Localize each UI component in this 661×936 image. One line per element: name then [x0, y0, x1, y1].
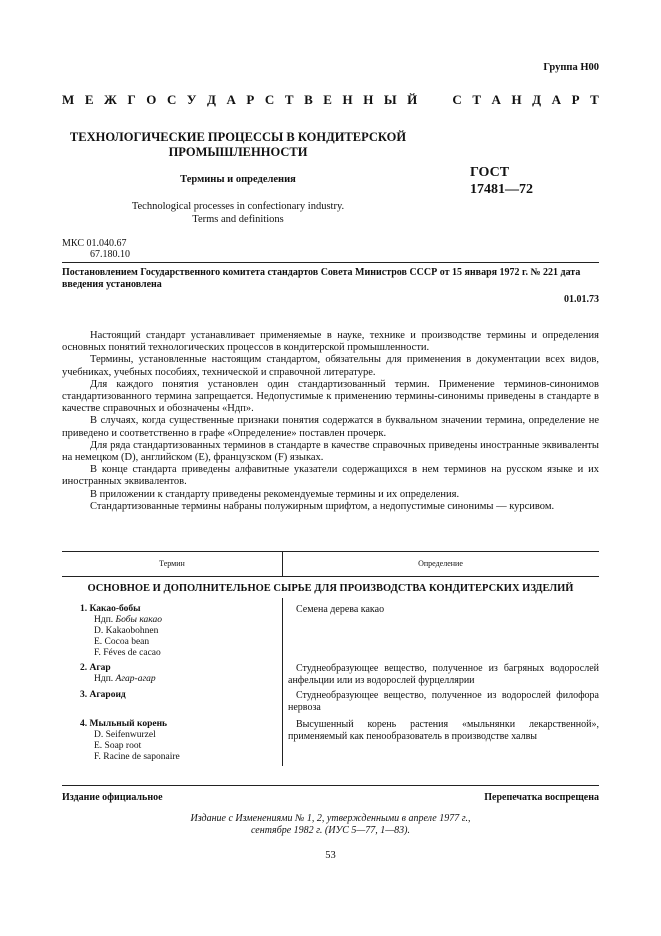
heading-letter: Д — [532, 92, 542, 107]
column-header-definition: Определение — [418, 559, 463, 568]
intro-paragraph: В конце стандарта приведены алфавитные указатели содержащихся в нем терминов на русском языке и их иностранных эквивалентов. — [62, 464, 599, 488]
intro-paragraph: В приложении к стандарту приведены рекомендуемые термины и их определения. — [90, 488, 460, 500]
page-number: 53 — [325, 850, 336, 861]
ndp-synonym: Бобы какао — [115, 615, 163, 625]
heading-letter: Н — [342, 92, 353, 107]
heading-letter: С — [264, 92, 275, 107]
introduction-date: 01.01.73 — [564, 294, 599, 305]
heading-letter: Т — [284, 92, 294, 107]
foreign-equivalent: E. Cocoa bean — [94, 637, 150, 647]
group-code: Группа Н00 — [543, 62, 599, 73]
official-edition: Издание официальное — [62, 792, 163, 803]
heading-letter: Н — [363, 92, 374, 107]
term-definition: Студнеобразующее вещество, полученное из багряных водорослей анфельции или из водорослей фурцеллярии — [288, 663, 599, 686]
foreign-equivalent: E. Soap root — [94, 741, 142, 751]
reprint-prohibited: Перепечатка воспрещена — [484, 792, 599, 803]
heading-letter: Е — [84, 92, 94, 107]
title-line-2: ПРОМЫШЛЕННОСТИ — [168, 145, 308, 159]
ndp-synonym: Агар-агар — [115, 674, 156, 684]
heading-letter: А — [491, 92, 501, 107]
ndp-prefix: Ндп. — [94, 674, 114, 684]
section-heading: ОСНОВНОЕ И ДОПОЛНИТЕЛЬНОЕ СЫРЬЕ ДЛЯ ПРОИЗВОДСТВА КОНДИТЕРСКИХ ИЗДЕЛИЙ — [87, 583, 574, 594]
edition-note — [62, 813, 599, 837]
term-entry — [80, 690, 280, 701]
heading-letter: В — [304, 92, 313, 107]
english-title-line-1: Technological processes in confectionary industry. — [131, 201, 345, 212]
heading-letter: Й — [407, 92, 418, 107]
term-entry — [80, 604, 280, 659]
ndp-prefix: Ндп. — [94, 615, 114, 625]
heading-letter: У — [186, 92, 197, 107]
heading-letter: Р — [246, 92, 255, 107]
heading-letter: А — [226, 92, 236, 107]
heading-letter: Т — [590, 92, 599, 107]
document-subtitle: Термины и определения — [180, 174, 296, 185]
term-ndp — [80, 674, 280, 685]
gost-number: 17481—72 — [470, 182, 533, 197]
gost-label: ГОСТ — [470, 165, 510, 180]
document-title — [62, 130, 414, 160]
standard-type-heading — [62, 92, 599, 108]
heading-letter: М — [62, 92, 75, 107]
term-name: 4. Мыльный корень — [80, 719, 168, 729]
heading-letter: О — [146, 92, 157, 107]
heading-letter: Р — [571, 92, 580, 107]
column-divider — [282, 598, 283, 766]
heading-letter: А — [551, 92, 562, 107]
heading-letter: Ы — [383, 92, 397, 107]
divider — [62, 262, 599, 263]
title-line-1: ТЕХНОЛОГИЧЕСКИЕ ПРОЦЕССЫ В КОНДИТЕРСКОЙ — [69, 130, 407, 144]
gost-designation — [470, 164, 533, 198]
heading-letter: Е — [323, 92, 332, 107]
term-definition: Семена дерева какао — [296, 604, 385, 615]
english-title — [62, 200, 414, 226]
intro-paragraph: Для ряда стандартизованных терминов в стандарте в качестве справочных приведены иностранные эквиваленты на немецком (D), английском (E), французском (F) языках. — [62, 439, 599, 464]
intro-paragraph: Настоящий стандарт устанавливает применяемые в науке, технике и производстве термины и определения основных понятий технологических процессов в кондитерской промышленности. — [62, 330, 599, 354]
english-title-line-2: Terms and definitions — [192, 214, 284, 225]
heading-letter: Т — [472, 92, 481, 107]
heading-letter: Н — [511, 92, 522, 107]
heading-letter: Д — [206, 92, 216, 107]
heading-letter: Г — [127, 92, 136, 107]
term-entry — [80, 719, 280, 763]
mks-line-2: 67.180.10 — [90, 249, 130, 260]
term-name: 2. Агар — [80, 663, 111, 673]
term-name: 1. Какао-бобы — [80, 604, 141, 614]
heading-letter: С — [166, 92, 177, 107]
foreign-equivalent: F. Racine de saponaire — [94, 752, 180, 762]
divider — [62, 785, 599, 786]
heading-letter: Ж — [104, 92, 117, 107]
term-ndp — [80, 615, 280, 626]
word-gap — [428, 92, 442, 108]
introduction — [62, 330, 599, 513]
intro-paragraph: Термины, установленные настоящим стандартом, обязательны для применения в документации всех видов, учебниках, учебных пособиях, технической и справочной литературе. — [62, 354, 599, 378]
table-header — [62, 551, 599, 577]
column-header-term: Термин — [159, 559, 185, 568]
intro-paragraph: Стандартизованные термины набраны полужирным шрифтом, а недопустимые синонимы — курсивом. — [90, 500, 555, 512]
edition-line-2: сентябре 1982 г. (ИУС 5—77, 1—83). — [251, 825, 410, 836]
heading-letter: С — [452, 92, 462, 107]
decree-text: Постановлением Государственного комитета стандартов Совета Министров СССР от 15 января 1972 г. № 221 дата введения установлена — [62, 267, 581, 290]
intro-paragraph: Для каждого понятия установлен один стандартизованный термин. Применение терминов-синонимов стандартизованного термина запрещается. Недопустимые к применению термины-синонимы приведены в стандарте в качестве справочных и обозначены «Ндп». — [62, 378, 599, 415]
term-entry — [80, 663, 280, 685]
intro-paragraph: В случаях, когда существенные признаки понятия содержатся в буквальном значении термина, определение не приведено и соответственно в графе «Определение» поставлен прочерк. — [62, 415, 599, 439]
term-name: 3. Агароид — [80, 690, 126, 700]
mks-codes — [62, 238, 130, 260]
term-definition: Студнеобразующее вещество, полученное из водорослей филофора нервоза — [288, 690, 599, 713]
foreign-equivalent: D. Kakaobohnen — [94, 626, 159, 636]
term-definition: Высушенный корень растения «мыльнянки лекарственной», применяемый как пенообразователь в производстве халвы — [288, 719, 599, 742]
foreign-equivalent: D. Seifenwurzel — [94, 730, 156, 740]
edition-line-1: Издание с Изменениями № 1, 2, утвержденными в апреле 1977 г., — [190, 813, 471, 824]
mks-line-1: МКС 01.040.67 — [62, 238, 127, 249]
foreign-equivalent: F. Féves de cacao — [94, 648, 161, 658]
